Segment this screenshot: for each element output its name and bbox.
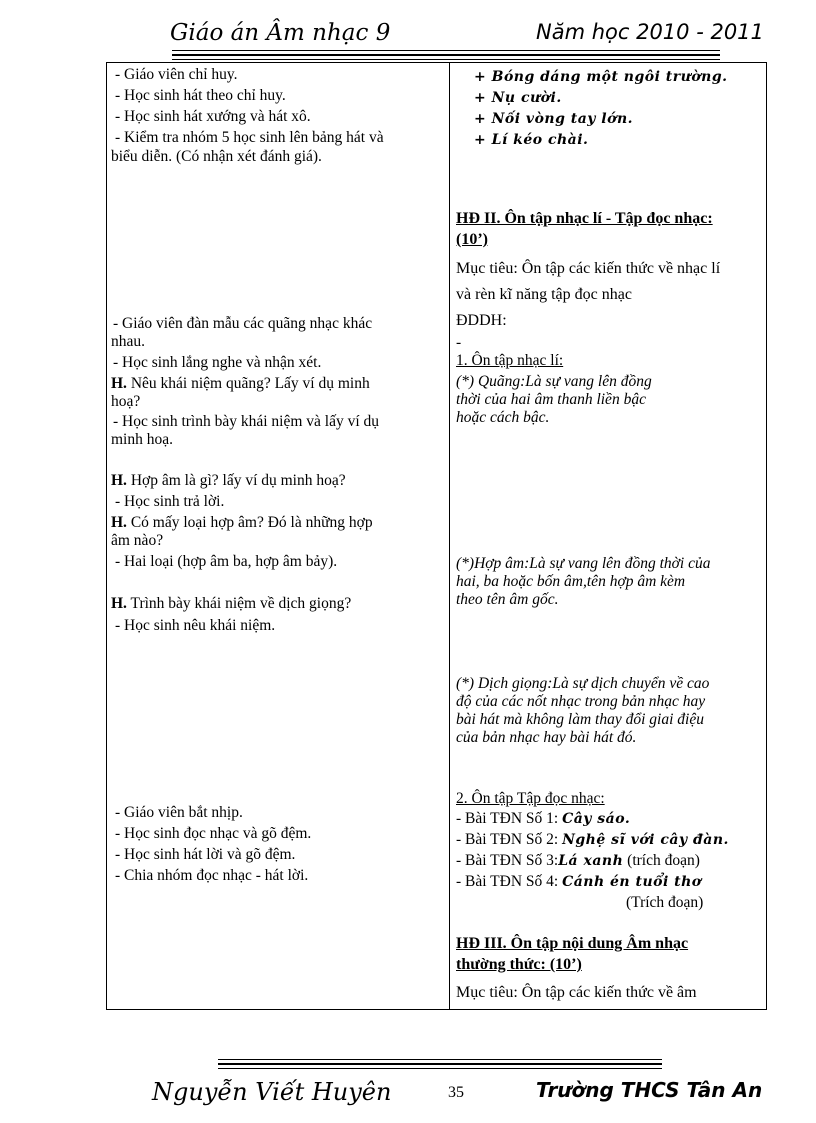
definition-text: độ của các nốt nhạc trong bản nhạc hay [456,693,706,710]
exercise-item [456,873,702,891]
header-school-year: Năm học 2010 - 2011 [536,20,764,44]
definition-text: thời của hai âm thanh liền bậc [456,391,646,408]
question-text: Trình bày khái niệm về dịch giọng? [126,595,352,612]
exercise-label: - Bài TĐN Số 4: [456,873,563,890]
question [111,514,373,532]
definition-text: của bản nhạc hay bài hát đó. [456,729,637,746]
song-item: + Nối vòng tay lớn. [474,111,634,127]
objective-text: Mục tiêu: Ôn tập các kiến thức về âm [456,984,697,1001]
exercise-title: Cây sáo. [562,811,631,827]
exercise-label: - Bài TĐN Số 1: [456,810,563,827]
definition-text: (*)Hợp âm:Là sự vang lên đồng thời của [456,555,711,572]
question-text: Có mấy loại hợp âm? Đó là những hợp [126,514,373,531]
question [111,472,346,490]
question-marker: H. [111,514,127,531]
objective-text: và rèn kĩ năng tập đọc nhạc [456,286,632,303]
activity-heading: thường thức: (10’) [456,956,582,973]
question-marker: H. [111,472,127,489]
student-activity: minh hoạ. [111,431,173,448]
column-divider [449,62,450,1010]
header-rule-2 [172,55,720,60]
song-item: + Bóng dáng một ngôi trường. [474,69,728,85]
teacher-activity: - Giáo viên chỉ huy. [115,66,238,83]
exercise-label: - Bài TĐN Số 2: [456,831,563,848]
song-item: + Nụ cười. [474,90,562,106]
materials-label: ĐDDH: [456,312,507,329]
student-activity: - Học sinh trình bày khái niệm và lấy ví dụ [113,413,380,430]
student-activity: - Học sinh hát lời và gõ đệm. [115,846,296,863]
activity-heading: HĐ II. Ôn tập nhạc lí - Tập đọc nhạc: [456,210,713,227]
activity-heading: HĐ III. Ôn tập nội dung Âm nhạc [456,935,689,952]
exercise-title: Lá xanh [558,853,624,869]
student-activity: - Học sinh hát theo chỉ huy. [115,87,286,104]
student-activity: - Học sinh đọc nhạc và gõ đệm. [115,825,312,842]
song-item: + Lí kéo chài. [474,132,589,148]
question: âm nào? [111,532,164,549]
exercise-title: Nghệ sĩ với cây đàn. [562,832,729,848]
definition-text: (*) Dịch giọng:Là sự dịch chuyển về cao [456,675,710,692]
question-text: Nêu khái niệm quãng? Lấy ví dụ minh [126,375,370,392]
exercise-item [456,831,729,849]
student-activity: - Học sinh nêu khái niệm. [115,617,276,634]
exercise-title: Cánh én tuổi thơ [562,874,702,890]
student-activity: - Học sinh trả lời. [115,493,225,510]
exercise-item [456,810,630,828]
header-title: Giáo án Âm nhạc 9 [170,20,391,46]
student-activity: - Chia nhóm đọc nhạc - hát lời. [115,867,309,884]
materials-item: - [456,334,462,351]
question [111,375,370,393]
objective-text: Mục tiêu: Ôn tập các kiến thức về nhạc lí [456,260,721,277]
section-heading: 2. Ôn tập Tập đọc nhạc: [456,790,605,807]
school-name: Trường THCS Tân An [536,1078,763,1102]
page-number: 35 [448,1084,464,1101]
exercise-item [456,852,700,870]
question-marker: H. [111,595,127,612]
student-activity: - Học sinh lắng nghe và nhận xét. [113,354,322,371]
definition-text: hai, ba hoặc bốn âm,tên hợp âm kèm [456,573,686,590]
definition-text: hoặc cách bậc. [456,409,550,426]
exercise-note: (trích đoạn) [623,852,700,869]
exercise-note: (Trích đoạn) [626,894,704,911]
question [111,595,351,613]
teacher-activity: nhau. [111,333,146,350]
question-text: Hợp âm là gì? lấy ví dụ minh hoạ? [126,472,346,489]
activity-heading: (10’) [456,231,488,248]
question: hoạ? [111,393,141,410]
student-activity: - Học sinh hát xướng và hát xô. [115,108,311,125]
question-marker: H. [111,375,127,392]
student-activity: - Kiểm tra nhóm 5 học sinh lên bảng hát và [115,129,384,146]
definition-text: theo tên âm gốc. [456,591,559,608]
student-activity: biểu diễn. (Có nhận xét đánh giá). [111,148,322,165]
footer-rule-2 [218,1064,662,1069]
teacher-activity: - Giáo viên bắt nhịp. [115,804,243,821]
exercise-label: - Bài TĐN Số 3: [456,852,559,869]
definition-text: (*) Quãng:Là sự vang lên đồng [456,373,652,390]
definition-text: bài hát mà không làm thay đổi giai điệu [456,711,704,728]
section-heading: 1. Ôn tập nhạc lí: [456,352,564,369]
author-name: Nguyễn Viết Huyên [152,1078,392,1106]
student-activity: - Hai loại (hợp âm ba, hợp âm bảy). [115,553,338,570]
teacher-activity: - Giáo viên đàn mẫu các quãng nhạc khác [113,315,373,332]
